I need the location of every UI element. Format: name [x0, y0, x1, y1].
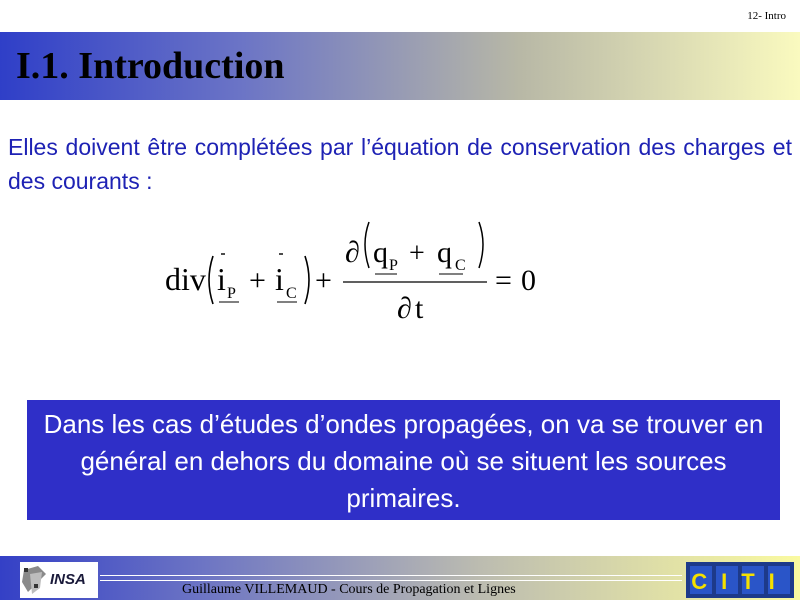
citi-logo [686, 562, 794, 598]
eq-equals: = [495, 264, 512, 297]
conservation-equation [165, 218, 555, 328]
eq-num-paren-open [365, 222, 369, 268]
title-bar [0, 32, 800, 100]
footer-stripes [100, 575, 682, 581]
eq-i-p: i [217, 261, 226, 297]
insa-logo [20, 562, 98, 598]
eq-i-c: i [275, 261, 284, 297]
eq-paren-close [305, 256, 309, 304]
body-paragraph: Elles doivent être complétées par l’équation de conservation des charges et des courants : [8, 134, 792, 194]
footer-text: Guillaume VILLEMAUD - Cours de Propagation et Lignes [182, 582, 516, 597]
eq-q-sub-p: P [389, 257, 398, 274]
eq-partial-den: ∂ [397, 292, 412, 325]
slide-number: 12- Intro [747, 10, 786, 22]
eq-div: div [165, 261, 206, 297]
citi-logo-text: CITI [691, 569, 789, 594]
eq-t: t [415, 292, 424, 325]
eq-partial-num: ∂ [345, 236, 360, 269]
eq-sub-c: C [286, 285, 297, 302]
eq-num-paren-close [479, 222, 483, 268]
eq-paren-open [209, 256, 213, 304]
eq-sub-p: P [227, 285, 236, 302]
eq-q-p: q [373, 236, 388, 269]
eq-zero: 0 [521, 264, 536, 297]
eq-q-c: q [437, 236, 452, 269]
eq-plus-1: + [249, 264, 266, 297]
callout-box: Dans les cas d’études d’ondes propagées, on va se trouver en général en dehors du domaine où se situent les sources primaires. [27, 400, 780, 520]
eq-plus-3: + [409, 238, 425, 269]
eq-q-sub-c: C [455, 257, 466, 274]
eq-plus-2: + [315, 264, 332, 297]
insa-logo-text: INSA [50, 571, 86, 588]
page-title: I.1. Introduction [16, 45, 285, 87]
